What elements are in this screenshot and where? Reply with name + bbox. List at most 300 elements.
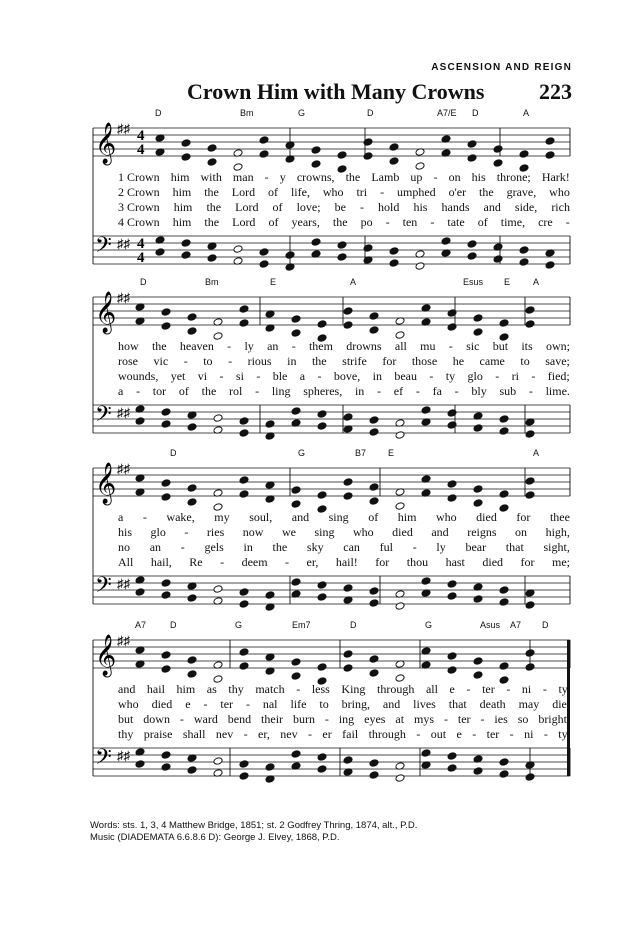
note-head	[395, 774, 405, 783]
note-head	[343, 584, 353, 593]
lyric-syllable: Re	[189, 555, 203, 569]
lyric-syllable: -	[443, 712, 448, 726]
note-head	[447, 494, 457, 503]
bass-clef-icon: 𝄢	[95, 402, 112, 432]
lyric-syllable: of	[268, 185, 279, 199]
lyric-syllable: er,	[306, 555, 319, 569]
note-head	[363, 138, 373, 147]
chord-symbol: G	[235, 620, 243, 630]
lyric-syllable: a	[118, 384, 124, 398]
credits	[90, 820, 417, 844]
note-head	[187, 327, 197, 336]
lyric-syllable: thee	[549, 510, 570, 524]
note-head	[239, 476, 249, 485]
note-head	[447, 421, 457, 430]
lyric-syllable: tor	[152, 384, 167, 398]
lyric-syllable: to	[319, 697, 329, 711]
lyric-syllable: in	[354, 384, 365, 398]
lyric-syllable: be	[334, 200, 346, 214]
lyric-syllable: -	[317, 369, 322, 383]
note-head	[285, 251, 295, 260]
note-head	[473, 657, 483, 666]
lyric-syllable: the	[311, 354, 327, 368]
note-head	[317, 593, 327, 602]
note-head	[447, 480, 457, 489]
chord-symbol: A	[533, 448, 540, 458]
lyric-syllable: -	[380, 185, 385, 199]
chord-symbol: D	[350, 620, 357, 630]
lyric-syllable: e	[449, 682, 455, 696]
note-head	[239, 588, 249, 597]
chord-symbol: Asus	[480, 620, 501, 630]
note-head	[291, 407, 301, 416]
note-head	[239, 305, 249, 314]
lyric-syllable: deem	[241, 555, 268, 569]
lyric-syllable: who	[352, 525, 374, 539]
lyric-syllable: -	[243, 727, 248, 741]
lyric-syllable: er	[322, 727, 332, 741]
lyric-syllable: mu	[420, 339, 436, 353]
note-head	[291, 329, 301, 338]
lyric-syllable: beau	[394, 369, 417, 383]
lyric-syllable: sic	[466, 339, 480, 353]
lyric-syllable: -	[179, 712, 184, 726]
lyric-line-verse-1	[118, 339, 570, 354]
note-head	[317, 663, 327, 672]
note-head	[161, 579, 171, 588]
lyric-syllable: ling	[271, 384, 291, 398]
lyric-syllable: him	[172, 215, 192, 229]
lyric-syllable: ly	[436, 540, 446, 554]
note-head	[259, 150, 269, 159]
lyric-syllable: gels	[204, 540, 224, 554]
note-head	[187, 656, 197, 665]
lyric-syllable: 3 Crown	[118, 200, 160, 214]
note-head	[447, 409, 457, 418]
lyric-syllable: ty.	[558, 727, 570, 741]
lyric-syllable: o'er	[448, 185, 467, 199]
note-head	[493, 145, 503, 154]
note-head	[207, 158, 217, 167]
chord-symbol: E	[270, 277, 277, 287]
note-head	[155, 248, 165, 257]
note-head	[187, 423, 197, 432]
lyric-line-verse-4	[118, 727, 570, 742]
lyric-syllable: hail!	[335, 555, 358, 569]
lyric-syllable: may	[518, 697, 540, 711]
note-head	[343, 492, 353, 501]
note-head	[395, 431, 405, 440]
note-head	[291, 750, 301, 759]
note-head	[473, 499, 483, 508]
note-head	[499, 662, 509, 671]
note-head	[421, 577, 431, 586]
bass-clef-icon: 𝄢	[95, 573, 112, 603]
chord-symbol: G	[298, 108, 306, 118]
lyric-syllable: all	[425, 682, 438, 696]
note-head	[447, 752, 457, 761]
lyric-syllable: that	[505, 540, 524, 554]
chord-symbol: D	[472, 108, 479, 118]
lyric-syllable: -	[324, 712, 329, 726]
lyric-syllable: high,	[545, 525, 570, 539]
treble-clef-icon: 𝄞	[95, 292, 117, 333]
lyric-syllable: -	[184, 525, 189, 539]
time-signature: 4	[137, 128, 145, 144]
lyric-syllable: ten	[402, 215, 418, 229]
lyric-line-verse-3	[118, 200, 570, 215]
note-head	[395, 502, 405, 511]
note-head	[447, 309, 457, 318]
lyric-syllable: soul,	[249, 510, 273, 524]
lyric-syllable: life	[290, 697, 307, 711]
lyric-syllable: man	[232, 170, 254, 184]
lyric-syllable: cre	[538, 215, 553, 229]
lyric-syllable: the	[272, 540, 288, 554]
lyric-syllable: -	[430, 215, 435, 229]
note-head	[259, 248, 269, 257]
lyric-syllable: him	[176, 682, 196, 696]
hymn-number: 223	[539, 79, 572, 104]
chord-symbol: A7	[510, 620, 522, 630]
note-head	[135, 588, 145, 597]
note-head	[369, 655, 379, 664]
note-head	[369, 312, 379, 321]
note-head	[343, 478, 353, 487]
lyric-syllable: him	[172, 185, 192, 199]
lyric-syllable: heaven	[179, 339, 214, 353]
bass-clef-icon: 𝄢	[95, 745, 112, 775]
note-head	[337, 253, 347, 262]
lyric-syllable: and	[291, 510, 310, 524]
lyric-syllable: nev	[280, 727, 298, 741]
lyric-syllable: mys	[414, 712, 435, 726]
lyric-syllable: for	[516, 510, 531, 524]
lyric-line-verse-3	[118, 540, 570, 555]
lyric-syllable: ter	[457, 712, 471, 726]
lyric-syllable: -	[228, 354, 233, 368]
note-head	[207, 254, 217, 263]
note-head	[545, 137, 555, 146]
lyric-syllable: fa	[432, 384, 442, 398]
note-head	[473, 485, 483, 494]
note-head	[395, 602, 405, 611]
chord-symbol: Esus	[463, 277, 484, 287]
note-head	[421, 749, 431, 758]
lyric-syllable: Lord	[231, 185, 256, 199]
lyric-syllable: King	[341, 682, 366, 696]
note-head	[447, 666, 457, 675]
lyric-syllable: an	[267, 339, 279, 353]
lyric-syllable: the	[206, 200, 222, 214]
note-head	[337, 241, 347, 250]
note-head	[239, 600, 249, 609]
note-head	[311, 146, 321, 155]
note-head	[181, 153, 191, 162]
lyric-syllable: his	[413, 200, 428, 214]
lyric-syllable: him	[173, 200, 193, 214]
note-head	[181, 139, 191, 148]
lyric-syllable: an	[149, 540, 162, 554]
lyric-syllable: -	[377, 384, 382, 398]
note-head	[493, 255, 503, 264]
note-head	[447, 764, 457, 773]
lyric-syllable: died	[392, 525, 413, 539]
lyric-syllable: up	[410, 170, 423, 184]
note-head	[317, 410, 327, 419]
lyric-syllable: how	[118, 339, 139, 353]
lyric-syllable: his	[471, 170, 486, 184]
lyric-syllable: his	[118, 525, 133, 539]
lyric-syllable: who	[118, 697, 139, 711]
lyric-syllable: ty	[445, 369, 456, 383]
note-head	[135, 417, 145, 426]
lyric-syllable: all	[394, 339, 407, 353]
lyric-syllable: can	[343, 540, 360, 554]
lyric-syllable: -	[264, 170, 269, 184]
note-head	[493, 159, 503, 168]
note-head	[473, 424, 483, 433]
lyric-syllable: tri	[356, 185, 368, 199]
lyric-syllable: the	[204, 215, 220, 229]
lyric-syllable: grave,	[506, 185, 537, 199]
lyric-syllable: them	[308, 339, 333, 353]
lyric-line-verse-2	[118, 185, 570, 200]
lyric-syllable: -	[528, 384, 533, 398]
chord-symbol: A	[523, 108, 530, 118]
lyric-syllable: him	[397, 510, 417, 524]
note-head	[291, 658, 301, 667]
lyric-line-verse-4	[118, 555, 570, 570]
lyric-line-verse-4	[118, 215, 570, 230]
lyric-syllable: for	[375, 555, 390, 569]
note-head	[291, 500, 301, 509]
lyric-syllable: -	[429, 369, 434, 383]
lyric-syllable: burn	[292, 712, 315, 726]
lyric-syllable: eyes	[364, 712, 386, 726]
lyric-syllable: death	[479, 697, 506, 711]
note-head	[181, 251, 191, 260]
note-head	[499, 770, 509, 779]
note-head	[317, 753, 327, 762]
lyric-syllable: -	[543, 727, 548, 741]
lyric-syllable: All	[118, 555, 134, 569]
chord-symbol: D	[542, 620, 549, 630]
note-head	[187, 766, 197, 775]
note-head	[499, 758, 509, 767]
lyric-syllable: rol	[229, 384, 243, 398]
lyric-syllable: we	[281, 525, 296, 539]
lyric-syllable: -	[448, 339, 453, 353]
lyric-syllable: who	[435, 510, 457, 524]
lyric-syllable: -	[360, 200, 364, 214]
lyric-syllable: of	[272, 200, 283, 214]
note-head	[447, 323, 457, 332]
lyric-syllable: drowns	[346, 339, 382, 353]
lyric-syllable: 4 Crown	[118, 215, 160, 229]
note-head	[187, 670, 197, 679]
lyric-syllable: at	[395, 712, 405, 726]
note-head	[239, 760, 249, 769]
lyric-syllable: hands	[441, 200, 470, 214]
lyric-syllable: lives	[413, 697, 436, 711]
lyric-syllable: lime.	[545, 384, 570, 398]
lyric-syllable: Hark!	[541, 170, 570, 184]
lyric-syllable: with	[200, 170, 222, 184]
chord-symbol: D	[170, 620, 177, 630]
music-credit: Music (DIADEMATA 6.6.8.6 D): George J. Elvey, 1868, P.D.	[90, 832, 340, 843]
lyric-syllable: to	[520, 354, 530, 368]
note-head	[161, 322, 171, 331]
chord-symbol: A7	[135, 620, 147, 630]
chord-symbol: Bm	[205, 277, 219, 287]
key-signature-icon: ♯♯	[117, 633, 130, 648]
note-head	[467, 240, 477, 249]
note-head	[369, 759, 379, 768]
note-head	[519, 246, 529, 255]
note-head	[473, 671, 483, 680]
lyric-syllable: the	[345, 170, 361, 184]
note-head	[499, 427, 509, 436]
lyric-syllable: on	[448, 170, 461, 184]
chord-symbol: D	[367, 108, 374, 118]
chord-symbol: D	[170, 448, 177, 458]
lyric-syllable: fied;	[547, 369, 570, 383]
lyric-syllable: my	[214, 510, 230, 524]
note-head	[213, 757, 223, 766]
note-head	[369, 587, 379, 596]
lyric-syllable: sing	[328, 510, 349, 524]
note-head	[389, 259, 399, 268]
note-head	[525, 601, 535, 610]
note-head	[389, 157, 399, 166]
lyric-syllable: si	[235, 369, 244, 383]
lyric-syllable: sky	[306, 540, 324, 554]
lyric-syllable: rich	[551, 200, 570, 214]
lyric-syllable: a	[118, 510, 124, 524]
lyric-syllable: sing	[314, 525, 335, 539]
lyric-syllable: down	[143, 712, 170, 726]
note-head	[187, 484, 197, 493]
note-head	[369, 771, 379, 780]
lyric-syllable: of	[477, 215, 488, 229]
lyric-syllable: ful	[379, 540, 393, 554]
lyric-syllable: hail,	[150, 555, 172, 569]
lyric-line-verse-4	[118, 384, 570, 399]
lyric-syllable: own;	[545, 339, 570, 353]
lyric-line-verse-2	[118, 697, 570, 712]
lyric-syllable: crowns,	[296, 170, 335, 184]
lyric-syllable: thy	[228, 682, 244, 696]
key-signature-icon: ♯♯	[117, 576, 130, 591]
chord-symbol: A	[533, 277, 540, 287]
lyric-syllable: -	[416, 727, 421, 741]
lyric-syllable: vic	[153, 354, 169, 368]
note-head	[415, 162, 425, 171]
lyric-syllable: praise	[143, 727, 173, 741]
note-head	[545, 151, 555, 160]
lyric-syllable: rious	[247, 354, 272, 368]
lyric-syllable: sub	[499, 384, 517, 398]
lyric-syllable: ter	[482, 682, 495, 696]
note-head	[291, 578, 301, 587]
lyric-syllable: the	[151, 339, 167, 353]
lyric-syllable: but	[118, 712, 134, 726]
note-head	[161, 408, 171, 417]
note-head	[161, 308, 171, 317]
lyric-line-verse-1	[118, 510, 570, 525]
note-head	[395, 674, 405, 683]
lyric-syllable: 2 Crown	[118, 185, 160, 199]
chord-symbol: A	[350, 277, 357, 287]
note-head	[291, 672, 301, 681]
note-head	[161, 493, 171, 502]
key-signature-icon: ♯♯	[117, 405, 130, 420]
lyric-syllable: of	[178, 384, 189, 398]
lyric-syllable: -	[296, 682, 301, 696]
note-head	[525, 430, 535, 439]
lyric-syllable: and	[118, 682, 136, 696]
note-head	[317, 422, 327, 431]
lyric-syllable: yet	[170, 369, 186, 383]
note-head	[265, 763, 275, 772]
lyric-syllable: -	[255, 384, 260, 398]
note-head	[369, 497, 379, 506]
lyric-syllable: the	[204, 185, 219, 199]
lyric-syllable: umphed	[396, 185, 436, 199]
lyric-syllable: -	[495, 369, 500, 383]
lyric-syllable: a	[299, 369, 306, 383]
lyric-syllable: side,	[514, 200, 538, 214]
treble-clef-icon: 𝄞	[95, 123, 117, 164]
lyric-syllable: ward	[193, 712, 218, 726]
lyric-syllable: e	[456, 727, 462, 741]
bass-clef-icon: 𝄢	[95, 233, 112, 263]
lyric-syllable: their	[261, 712, 284, 726]
lyric-syllable: -	[219, 369, 224, 383]
lyric-syllable: time,	[500, 215, 526, 229]
lyric-syllable: ni	[521, 682, 532, 696]
note-head	[161, 665, 171, 674]
lyric-syllable: throne;	[496, 170, 531, 184]
lyric-syllable: po	[360, 215, 373, 229]
lyric-syllable: match	[255, 682, 285, 696]
key-signature-icon: ♯♯	[117, 121, 130, 136]
note-head	[343, 756, 353, 765]
note-head	[343, 321, 353, 330]
note-head	[213, 585, 223, 594]
lyric-syllable: -	[454, 384, 459, 398]
lyric-syllable: bove,	[333, 369, 361, 383]
note-head	[473, 314, 483, 323]
lyric-syllable: rose	[118, 354, 138, 368]
chord-symbol: E	[504, 277, 511, 287]
lyric-syllable: came	[479, 354, 505, 368]
words-credit: Words: sts. 1, 3, 4 Matthew Bridge, 1851; st. 2 Godfrey Thring, 1874, alt., P.D.	[90, 820, 418, 831]
note-head	[369, 416, 379, 425]
note-head	[265, 420, 275, 429]
lyric-syllable: me;	[551, 555, 570, 569]
note-head	[369, 599, 379, 608]
chord-symbol: Bm	[240, 108, 254, 118]
lyric-syllable: died	[151, 697, 173, 711]
lyric-syllable: on	[515, 525, 528, 539]
note-head	[415, 262, 425, 271]
note-head	[311, 160, 321, 169]
lyric-syllable: ef	[393, 384, 404, 398]
chord-symbol: Em7	[292, 620, 311, 630]
lyric-syllable: wounds,	[118, 369, 159, 383]
